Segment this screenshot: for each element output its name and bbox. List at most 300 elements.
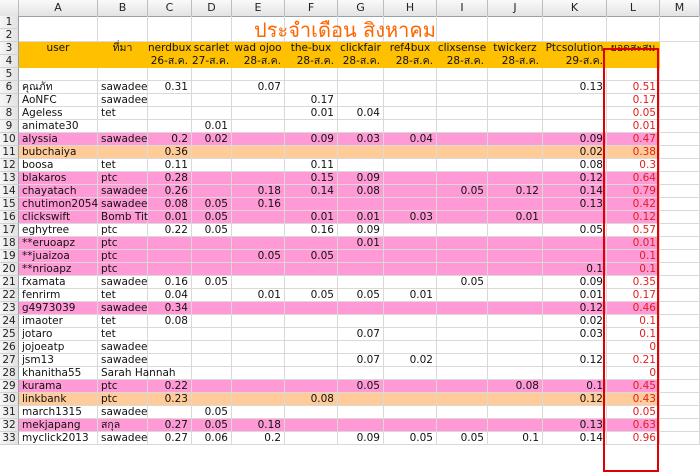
cell[interactable]	[488, 276, 543, 289]
cell[interactable]	[384, 94, 437, 107]
cell[interactable]: 0.04	[338, 107, 384, 120]
cell[interactable]: sawadee	[98, 432, 148, 445]
cell[interactable]	[338, 250, 384, 263]
cell[interactable]	[543, 107, 607, 120]
cell[interactable]	[437, 406, 488, 419]
cell[interactable]: chayatach	[19, 185, 98, 198]
cell[interactable]: 0.07	[338, 354, 384, 367]
cell[interactable]: 0.26	[148, 185, 192, 198]
row-header[interactable]: 1	[0, 16, 19, 29]
cell[interactable]: 0.63	[607, 419, 660, 432]
row-header[interactable]: 29	[0, 380, 19, 393]
cell[interactable]	[437, 159, 488, 172]
cell[interactable]: 0.13	[543, 81, 607, 94]
cell[interactable]: 0.01	[384, 289, 437, 302]
cell[interactable]	[384, 328, 437, 341]
cell[interactable]	[543, 68, 607, 81]
cell[interactable]	[384, 276, 437, 289]
cell[interactable]: 0.05	[285, 250, 338, 263]
cell[interactable]: 0.05	[338, 289, 384, 302]
cell[interactable]: sawadee	[98, 406, 148, 419]
cell[interactable]: 0.08	[285, 393, 338, 406]
cell[interactable]: 0.2	[232, 432, 285, 445]
cell[interactable]: 0.11	[148, 159, 192, 172]
cell[interactable]: Ageless	[19, 107, 98, 120]
cell[interactable]: ptc	[98, 224, 148, 237]
cell[interactable]	[232, 68, 285, 81]
cell[interactable]	[488, 107, 543, 120]
cell[interactable]: 0.22	[148, 380, 192, 393]
cell[interactable]	[285, 68, 338, 81]
cell[interactable]: tet	[98, 159, 148, 172]
cell[interactable]: ptc	[98, 380, 148, 393]
cell[interactable]: twickerz	[488, 42, 543, 55]
cell[interactable]	[384, 146, 437, 159]
cell[interactable]	[384, 159, 437, 172]
cell[interactable]	[660, 367, 700, 380]
cell[interactable]	[192, 107, 232, 120]
cell[interactable]	[543, 250, 607, 263]
cell[interactable]	[660, 302, 700, 315]
cell[interactable]	[384, 198, 437, 211]
cell[interactable]: 0.1	[607, 315, 660, 328]
cell[interactable]	[338, 94, 384, 107]
cell[interactable]	[437, 354, 488, 367]
cell[interactable]: 0.43	[607, 393, 660, 406]
row-header[interactable]: 32	[0, 419, 19, 432]
column-header-e[interactable]: E	[232, 0, 285, 16]
cell[interactable]	[437, 380, 488, 393]
cell[interactable]	[384, 68, 437, 81]
cell[interactable]: sawadee	[98, 185, 148, 198]
cell[interactable]	[285, 120, 338, 133]
cell[interactable]: 0.08	[148, 315, 192, 328]
cell[interactable]	[285, 419, 338, 432]
cell[interactable]	[192, 341, 232, 354]
cell[interactable]	[660, 55, 700, 68]
cell[interactable]	[384, 120, 437, 133]
row-header[interactable]: 33	[0, 432, 19, 445]
cell[interactable]	[437, 68, 488, 81]
cell[interactable]	[488, 328, 543, 341]
cell[interactable]	[148, 328, 192, 341]
row-header[interactable]: 6	[0, 81, 19, 94]
cell[interactable]: 0.79	[607, 185, 660, 198]
cell[interactable]: 0.05	[192, 198, 232, 211]
cell[interactable]: 0.14	[543, 185, 607, 198]
cell[interactable]: 0.03	[543, 328, 607, 341]
row-header[interactable]: 17	[0, 224, 19, 237]
cell[interactable]: 0.01	[543, 289, 607, 302]
cell[interactable]: 0.05	[437, 185, 488, 198]
cell[interactable]: 0.01	[232, 289, 285, 302]
column-header-f[interactable]: F	[285, 0, 338, 16]
cell[interactable]: jsm13	[19, 354, 98, 367]
cell[interactable]: 28-ส.ค.	[437, 55, 488, 68]
cell[interactable]	[660, 107, 700, 120]
cell[interactable]	[607, 29, 660, 42]
cell[interactable]: 0.31	[148, 81, 192, 94]
cell[interactable]	[232, 380, 285, 393]
cell[interactable]	[19, 55, 98, 68]
cell[interactable]	[285, 302, 338, 315]
cell[interactable]: 28-ส.ค.	[232, 55, 285, 68]
cell[interactable]	[285, 380, 338, 393]
cell[interactable]	[98, 68, 148, 81]
cell[interactable]	[384, 185, 437, 198]
cell[interactable]: 0.05	[192, 211, 232, 224]
select-all-corner[interactable]	[0, 0, 19, 16]
cell[interactable]	[660, 406, 700, 419]
cell[interactable]: animate30	[19, 120, 98, 133]
cell[interactable]: 29-ส.ค.	[543, 55, 607, 68]
cell[interactable]: 0.04	[148, 289, 192, 302]
cell[interactable]	[488, 172, 543, 185]
cell[interactable]	[488, 393, 543, 406]
cell[interactable]	[285, 81, 338, 94]
cell[interactable]	[488, 406, 543, 419]
cell[interactable]: sawadee	[98, 276, 148, 289]
column-header-g[interactable]: G	[338, 0, 384, 16]
cell[interactable]	[660, 328, 700, 341]
cell[interactable]: g4973039	[19, 302, 98, 315]
cell[interactable]	[285, 146, 338, 159]
cell[interactable]	[232, 211, 285, 224]
cell[interactable]	[232, 328, 285, 341]
cell[interactable]: 0.64	[607, 172, 660, 185]
cell[interactable]: 0.03	[384, 211, 437, 224]
cell[interactable]: 0.23	[148, 393, 192, 406]
cell[interactable]	[232, 393, 285, 406]
cell[interactable]	[192, 393, 232, 406]
cell[interactable]: ยอดสะสม	[607, 42, 660, 55]
cell[interactable]: 0.18	[232, 419, 285, 432]
cell[interactable]	[488, 354, 543, 367]
cell[interactable]: 0	[607, 341, 660, 354]
cell[interactable]	[488, 315, 543, 328]
cell[interactable]	[192, 302, 232, 315]
cell[interactable]	[148, 120, 192, 133]
cell[interactable]: 0.01	[148, 211, 192, 224]
cell[interactable]: 0.27	[148, 419, 192, 432]
cell[interactable]: 0.05	[192, 406, 232, 419]
cell[interactable]	[338, 263, 384, 276]
cell[interactable]	[338, 367, 384, 380]
row-header[interactable]: 16	[0, 211, 19, 224]
cell[interactable]: 28-ส.ค.	[488, 55, 543, 68]
cell[interactable]	[488, 16, 543, 29]
cell[interactable]	[338, 302, 384, 315]
cell[interactable]	[232, 302, 285, 315]
cell[interactable]	[660, 198, 700, 211]
cell[interactable]	[660, 68, 700, 81]
cell[interactable]	[660, 250, 700, 263]
cell[interactable]: 0.05	[437, 432, 488, 445]
cell[interactable]	[488, 341, 543, 354]
cell[interactable]	[488, 237, 543, 250]
cell[interactable]	[384, 380, 437, 393]
cell[interactable]	[660, 276, 700, 289]
cell[interactable]	[660, 185, 700, 198]
cell[interactable]: 0.14	[285, 185, 338, 198]
cell[interactable]	[437, 172, 488, 185]
cell[interactable]	[488, 120, 543, 133]
cell[interactable]: 0.1	[607, 263, 660, 276]
cell[interactable]	[607, 16, 660, 29]
cell[interactable]: 0.16	[148, 276, 192, 289]
cell[interactable]: mekjapang	[19, 419, 98, 432]
row-header[interactable]: 24	[0, 315, 19, 328]
cell[interactable]: ptc	[98, 250, 148, 263]
cell[interactable]	[660, 29, 700, 42]
cell[interactable]: wad ojoo	[232, 42, 285, 55]
cell[interactable]	[543, 406, 607, 419]
cell[interactable]: 0.05	[437, 276, 488, 289]
cell[interactable]: eghytree	[19, 224, 98, 237]
row-header[interactable]: 15	[0, 198, 19, 211]
cell[interactable]	[437, 94, 488, 107]
cell[interactable]	[384, 224, 437, 237]
column-header-l[interactable]: L	[607, 0, 660, 16]
cell[interactable]	[488, 133, 543, 146]
cell[interactable]: 0.07	[232, 81, 285, 94]
cell[interactable]: 0.1	[607, 250, 660, 263]
cell[interactable]: fxamata	[19, 276, 98, 289]
cell[interactable]: Bomb Tit	[98, 211, 148, 224]
cell[interactable]	[437, 419, 488, 432]
cell[interactable]: 0.1	[543, 380, 607, 393]
cell[interactable]	[543, 211, 607, 224]
cell[interactable]: 0.1	[488, 432, 543, 445]
cell[interactable]	[285, 237, 338, 250]
cell[interactable]	[437, 393, 488, 406]
row-header[interactable]: 25	[0, 328, 19, 341]
cell[interactable]	[192, 81, 232, 94]
cell[interactable]	[437, 289, 488, 302]
cell[interactable]: 0.01	[192, 120, 232, 133]
cell[interactable]	[488, 159, 543, 172]
cell[interactable]: kurama	[19, 380, 98, 393]
cell[interactable]	[543, 120, 607, 133]
cell[interactable]	[437, 341, 488, 354]
cell[interactable]	[488, 419, 543, 432]
cell[interactable]: 0.09	[338, 224, 384, 237]
cell[interactable]	[232, 276, 285, 289]
column-header-j[interactable]: J	[488, 0, 543, 16]
cell[interactable]	[338, 419, 384, 432]
cell[interactable]	[437, 237, 488, 250]
cell[interactable]: ptc	[98, 393, 148, 406]
cell[interactable]: imaoter	[19, 315, 98, 328]
cell[interactable]: 0.05	[384, 432, 437, 445]
column-header-a[interactable]: A	[19, 0, 98, 16]
cell[interactable]: 0.12	[543, 302, 607, 315]
cell[interactable]: 26-ส.ค.	[148, 55, 192, 68]
cell[interactable]	[232, 354, 285, 367]
cell[interactable]: 0.05	[232, 250, 285, 263]
cell[interactable]: boosa	[19, 159, 98, 172]
row-header[interactable]: 30	[0, 393, 19, 406]
cell[interactable]: nerdbux	[148, 42, 192, 54]
cell[interactable]	[232, 94, 285, 107]
cell[interactable]	[285, 341, 338, 354]
cell[interactable]	[98, 29, 148, 42]
cell[interactable]	[660, 172, 700, 185]
cell[interactable]	[384, 263, 437, 276]
row-header[interactable]: 27	[0, 354, 19, 367]
cell[interactable]	[488, 198, 543, 211]
cell[interactable]: 0.01	[607, 120, 660, 133]
cell[interactable]: 0.09	[285, 133, 338, 146]
cell[interactable]	[437, 302, 488, 315]
row-header[interactable]: 3	[0, 42, 19, 55]
cell[interactable]	[98, 146, 148, 159]
row-header[interactable]: 20	[0, 263, 19, 276]
cell[interactable]	[660, 81, 700, 94]
cell[interactable]	[232, 237, 285, 250]
cell[interactable]	[232, 315, 285, 328]
cell[interactable]	[543, 367, 607, 380]
cell[interactable]	[232, 120, 285, 133]
cell[interactable]	[384, 419, 437, 432]
cell[interactable]	[232, 159, 285, 172]
cell[interactable]: 0.28	[148, 172, 192, 185]
cell[interactable]	[660, 354, 700, 367]
cell[interactable]	[285, 198, 338, 211]
cell[interactable]: สกุล	[98, 419, 148, 432]
cell[interactable]	[192, 289, 232, 302]
cell[interactable]: tet	[98, 315, 148, 328]
cell[interactable]	[488, 94, 543, 107]
cell[interactable]	[384, 250, 437, 263]
column-header-b[interactable]: B	[98, 0, 148, 16]
cell[interactable]: 0.02	[543, 146, 607, 159]
cell[interactable]: 0.12	[488, 185, 543, 198]
cell[interactable]	[338, 68, 384, 81]
cell[interactable]	[488, 250, 543, 263]
cell[interactable]: linkbank	[19, 393, 98, 406]
column-header-m[interactable]: M	[660, 0, 700, 16]
cell[interactable]	[232, 107, 285, 120]
cell[interactable]	[437, 211, 488, 224]
cell[interactable]	[660, 16, 700, 29]
cell[interactable]: 0.16	[285, 224, 338, 237]
cell[interactable]: chutimon2054	[19, 198, 98, 211]
cell[interactable]	[660, 419, 700, 432]
cell[interactable]	[148, 68, 192, 81]
cell[interactable]	[384, 393, 437, 406]
cell[interactable]	[285, 406, 338, 419]
row-header[interactable]: 2	[0, 29, 19, 42]
cell[interactable]: 0.08	[543, 159, 607, 172]
cell[interactable]: 0.05	[285, 289, 338, 302]
cell[interactable]	[543, 341, 607, 354]
cell[interactable]: sawadee	[98, 198, 148, 211]
cell[interactable]: 0.09	[338, 432, 384, 445]
cell[interactable]: 0.13	[543, 419, 607, 432]
cell[interactable]	[660, 159, 700, 172]
row-header[interactable]: 23	[0, 302, 19, 315]
cell[interactable]	[488, 29, 543, 42]
cell[interactable]	[660, 237, 700, 250]
cell[interactable]: 0.08	[338, 185, 384, 198]
cell[interactable]	[437, 315, 488, 328]
cell[interactable]: jojoeatp	[19, 341, 98, 354]
cell[interactable]: clixsense	[437, 42, 487, 54]
cell[interactable]	[192, 237, 232, 250]
cell[interactable]: 0.12	[543, 354, 607, 367]
cell[interactable]: 0.01	[488, 211, 543, 224]
cell[interactable]	[285, 367, 338, 380]
cell[interactable]	[437, 198, 488, 211]
cell[interactable]	[148, 29, 192, 42]
cell[interactable]: 0.05	[607, 107, 660, 120]
cell[interactable]: fenrirm	[19, 289, 98, 302]
cell[interactable]	[148, 16, 192, 29]
cell[interactable]	[148, 107, 192, 120]
cell[interactable]: 0.03	[338, 133, 384, 146]
cell[interactable]: 0.05	[192, 276, 232, 289]
cell[interactable]: 0.16	[232, 198, 285, 211]
cell[interactable]	[660, 133, 700, 146]
cell[interactable]: khanitha55	[19, 367, 98, 380]
cell[interactable]: sawadee	[98, 302, 148, 315]
cell[interactable]: 0.02	[192, 133, 232, 146]
cell[interactable]	[660, 263, 700, 276]
cell[interactable]: 0.36	[148, 146, 192, 159]
cell[interactable]	[192, 328, 232, 341]
cell[interactable]	[148, 94, 192, 107]
cell[interactable]: 0.05	[192, 419, 232, 432]
cell[interactable]	[660, 341, 700, 354]
cell[interactable]	[437, 224, 488, 237]
cell[interactable]: user	[19, 42, 98, 55]
cell[interactable]	[192, 263, 232, 276]
cell[interactable]: 0.1	[543, 263, 607, 276]
cell[interactable]: myclick2013	[19, 432, 98, 445]
cell[interactable]: ptc	[98, 263, 148, 276]
cell[interactable]	[384, 107, 437, 120]
row-header[interactable]: 8	[0, 107, 19, 120]
cell[interactable]: 0.17	[285, 94, 338, 107]
cell[interactable]	[384, 172, 437, 185]
cell[interactable]	[19, 68, 98, 81]
cell[interactable]: 0.15	[285, 172, 338, 185]
cell[interactable]	[384, 315, 437, 328]
cell[interactable]: 0.57	[607, 224, 660, 237]
cell[interactable]	[660, 380, 700, 393]
cell[interactable]	[232, 263, 285, 276]
cell[interactable]: 0.47	[607, 133, 660, 146]
cell[interactable]: 0.01	[285, 107, 338, 120]
cell[interactable]	[192, 172, 232, 185]
cell[interactable]	[660, 94, 700, 107]
cell[interactable]	[660, 211, 700, 224]
cell[interactable]: 0.38	[607, 146, 660, 159]
cell[interactable]	[543, 237, 607, 250]
cell[interactable]: 0.04	[384, 133, 437, 146]
row-header[interactable]: 19	[0, 250, 19, 263]
cell[interactable]: 28-ส.ค.	[384, 55, 437, 68]
cell[interactable]	[437, 263, 488, 276]
cell[interactable]	[338, 315, 384, 328]
cell[interactable]	[192, 146, 232, 159]
cell[interactable]	[148, 354, 192, 367]
cell[interactable]	[338, 198, 384, 211]
cell[interactable]: sawadee	[98, 94, 148, 107]
cell[interactable]: 0.08	[148, 198, 192, 211]
cell[interactable]: ptc	[98, 172, 148, 185]
